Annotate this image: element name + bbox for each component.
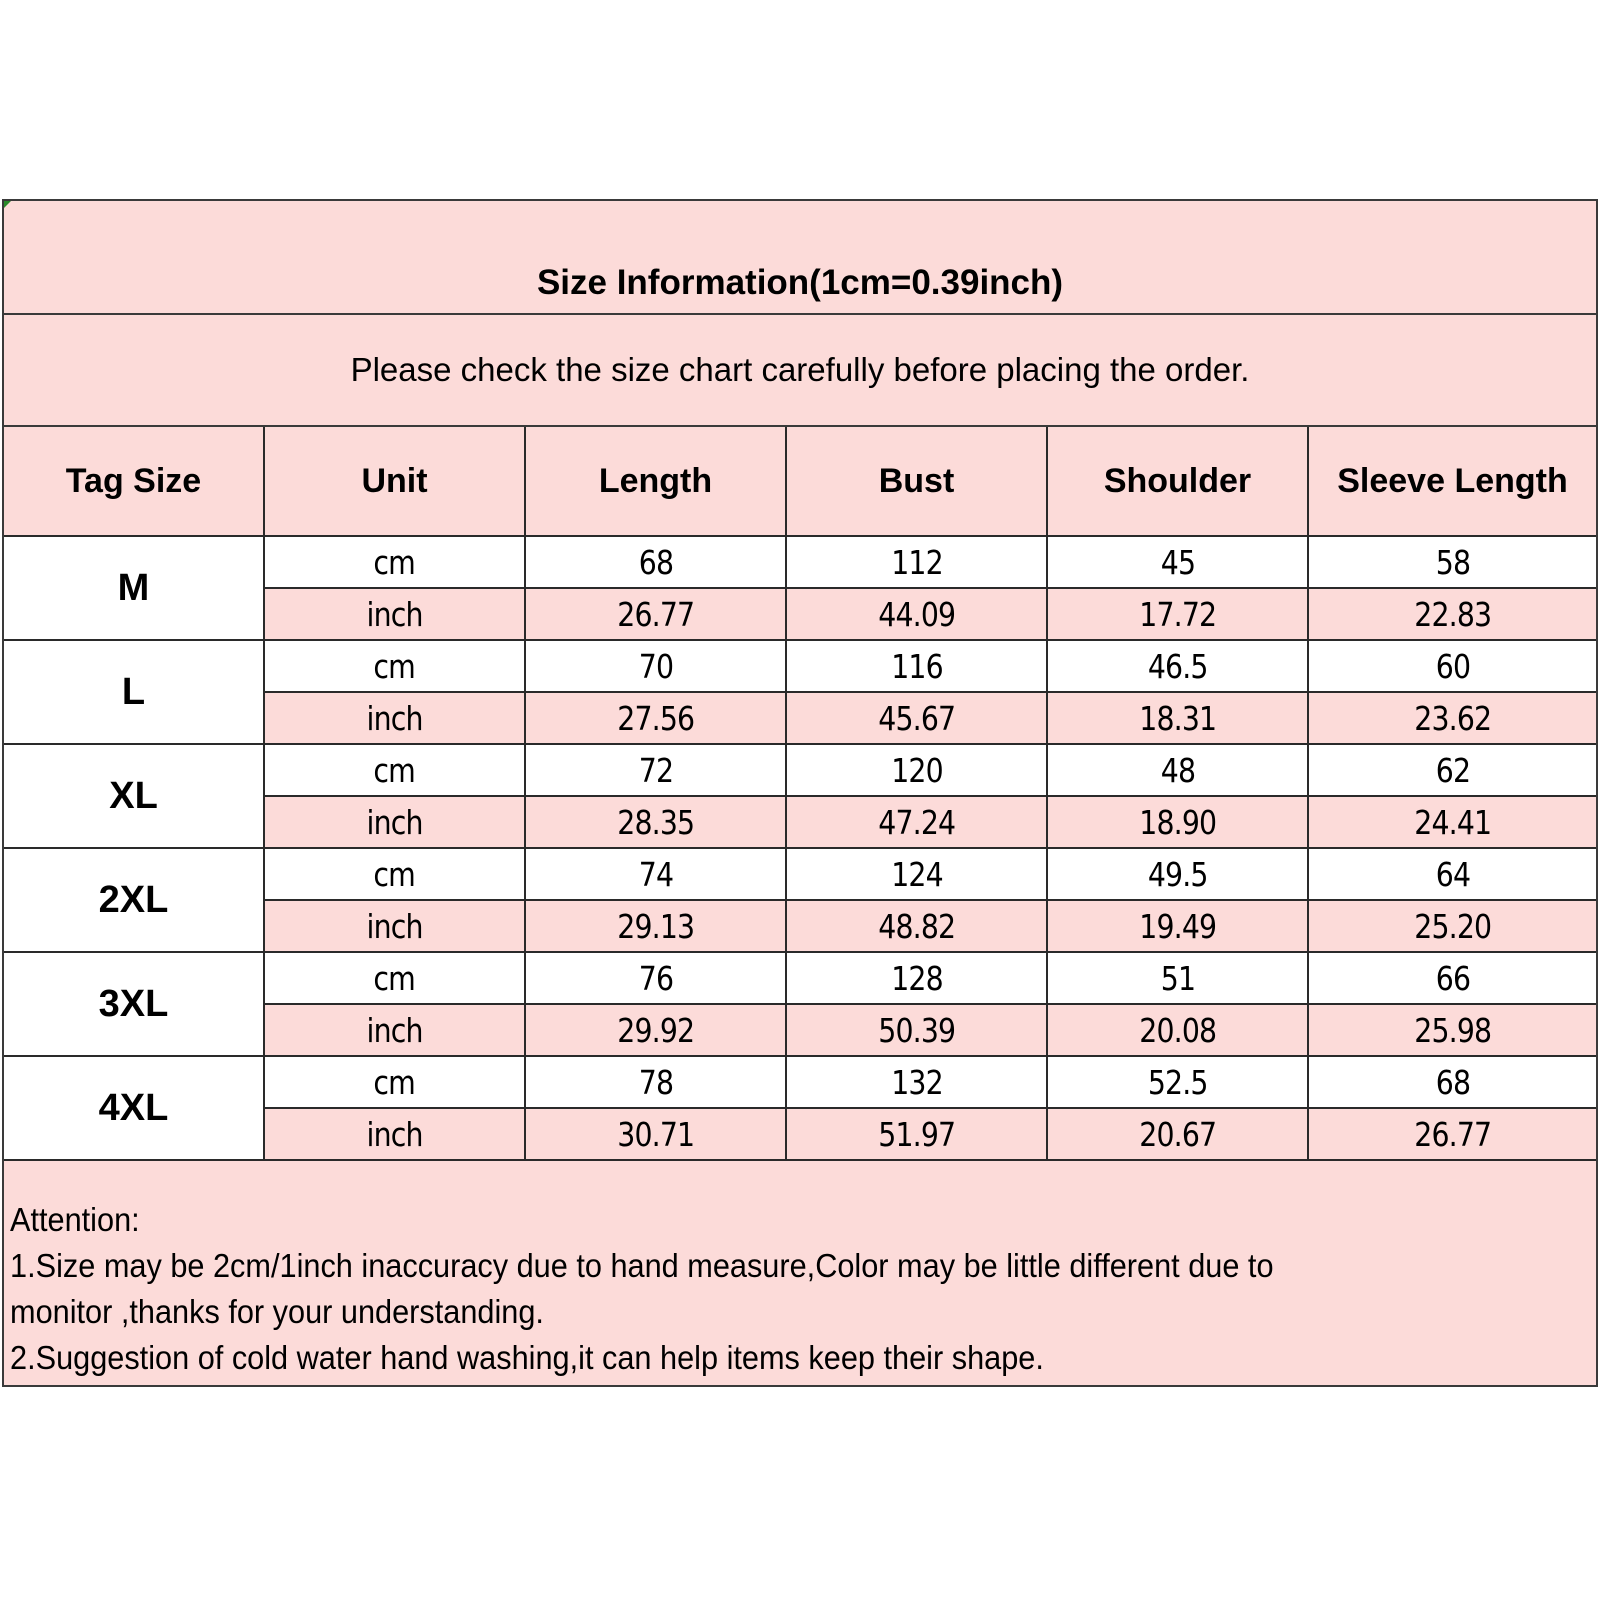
shoulder-value: 51	[1160, 958, 1195, 998]
length-cell	[525, 692, 786, 744]
tag-size-cell: 3XL	[4, 952, 264, 1056]
table-row-L-cm	[4, 640, 1596, 692]
bust-value: 120	[890, 750, 943, 790]
bust-value: 124	[890, 854, 943, 894]
length-value: 29.92	[617, 1010, 694, 1050]
shoulder-cell	[1047, 588, 1308, 640]
shoulder-cell	[1047, 1056, 1308, 1108]
shoulder-value: 17.72	[1139, 594, 1216, 634]
unit-cell	[264, 900, 525, 952]
bust-cell	[786, 588, 1047, 640]
sleeve-cell	[1308, 1004, 1596, 1056]
unit-value: inch	[366, 698, 423, 738]
cell-selection-marker	[4, 201, 11, 208]
shoulder-value: 18.90	[1139, 802, 1216, 842]
shoulder-cell	[1047, 1004, 1308, 1056]
unit-value: cm	[373, 646, 416, 686]
length-cell	[525, 1056, 786, 1108]
shoulder-cell	[1047, 536, 1308, 588]
size-chart	[2, 199, 1598, 1387]
unit-value: cm	[373, 542, 416, 582]
bust-cell	[786, 900, 1047, 952]
bust-cell	[786, 1004, 1047, 1056]
sleeve-value: 66	[1435, 958, 1470, 998]
length-value: 72	[638, 750, 673, 790]
length-value: 74	[638, 854, 673, 894]
bust-cell	[786, 640, 1047, 692]
unit-value: inch	[366, 1010, 423, 1050]
length-value: 30.71	[617, 1114, 694, 1154]
sleeve-value: 25.98	[1414, 1010, 1491, 1050]
bust-value: 128	[890, 958, 943, 998]
table-row-3XL-cm	[4, 952, 1596, 1004]
unit-cell	[264, 1004, 525, 1056]
sleeve-value: 25.20	[1414, 906, 1491, 946]
table-row-M-cm	[4, 536, 1596, 588]
sleeve-cell	[1308, 796, 1596, 848]
bust-cell	[786, 744, 1047, 796]
shoulder-value: 48	[1160, 750, 1195, 790]
table-row-XL-cm	[4, 744, 1596, 796]
unit-cell	[264, 588, 525, 640]
length-cell	[525, 900, 786, 952]
shoulder-cell	[1047, 1108, 1308, 1160]
chart-note: Please check the size chart carefully before placing the order.	[350, 351, 1250, 388]
sleeve-cell	[1308, 692, 1596, 744]
unit-value: inch	[366, 1114, 423, 1154]
bust-value: 48.82	[878, 906, 955, 946]
bust-cell	[786, 1056, 1047, 1108]
attention-line-3: 2.Suggestion of cold water hand washing,it can help items keep their shape.	[10, 1339, 1044, 1376]
unit-value: inch	[366, 906, 423, 946]
length-value: 70	[638, 646, 673, 686]
attention-box	[4, 1161, 1596, 1385]
unit-cell	[264, 744, 525, 796]
length-cell	[525, 1004, 786, 1056]
shoulder-cell	[1047, 900, 1308, 952]
sleeve-cell	[1308, 952, 1596, 1004]
sleeve-value: 68	[1435, 1062, 1470, 1102]
unit-cell	[264, 536, 525, 588]
bust-cell	[786, 796, 1047, 848]
shoulder-cell	[1047, 692, 1308, 744]
header-tag-size: Tag Size	[4, 427, 264, 536]
length-cell	[525, 848, 786, 900]
table-row-2XL-cm	[4, 848, 1596, 900]
shoulder-value: 19.49	[1139, 906, 1216, 946]
title-row	[4, 201, 1596, 315]
bust-cell	[786, 952, 1047, 1004]
length-cell	[525, 952, 786, 1004]
tag-size-cell: M	[4, 536, 264, 640]
bust-value: 45.67	[878, 698, 955, 738]
sleeve-value: 23.62	[1414, 698, 1491, 738]
unit-cell	[264, 796, 525, 848]
chart-title: Size Information(1cm=0.39inch)	[536, 263, 1064, 302]
header-shoulder: Shoulder	[1047, 427, 1308, 536]
length-value: 68	[638, 542, 673, 582]
unit-cell	[264, 1108, 525, 1160]
header-length: Length	[525, 427, 786, 536]
unit-cell	[264, 952, 525, 1004]
table-row-4XL-cm	[4, 1056, 1596, 1108]
sleeve-value: 26.77	[1414, 1114, 1491, 1154]
unit-value: cm	[373, 1062, 416, 1102]
unit-value: inch	[366, 594, 423, 634]
sleeve-cell	[1308, 744, 1596, 796]
sleeve-cell	[1308, 848, 1596, 900]
bust-value: 112	[890, 542, 943, 582]
shoulder-cell	[1047, 848, 1308, 900]
shoulder-cell	[1047, 952, 1308, 1004]
unit-value: inch	[366, 802, 423, 842]
length-value: 28.35	[617, 802, 694, 842]
tag-size-cell: 2XL	[4, 848, 264, 952]
bust-value: 44.09	[878, 594, 955, 634]
bust-value: 47.24	[878, 802, 955, 842]
unit-value: cm	[373, 854, 416, 894]
attention-line-1: 1.Size may be 2cm/1inch inaccuracy due to hand measure,Color may be little different due to	[10, 1247, 1274, 1284]
length-cell	[525, 796, 786, 848]
tag-size-cell: 4XL	[4, 1056, 264, 1160]
sleeve-value: 62	[1435, 750, 1470, 790]
bust-cell	[786, 692, 1047, 744]
attention-line-2: monitor ,thanks for your understanding.	[10, 1293, 544, 1330]
length-cell	[525, 536, 786, 588]
sleeve-cell	[1308, 536, 1596, 588]
shoulder-value: 20.67	[1139, 1114, 1216, 1154]
header-bust: Bust	[786, 427, 1047, 536]
shoulder-value: 20.08	[1139, 1010, 1216, 1050]
header-row	[4, 427, 1596, 536]
length-value: 29.13	[617, 906, 694, 946]
length-value: 76	[638, 958, 673, 998]
shoulder-value: 45	[1160, 542, 1195, 582]
bust-cell	[786, 848, 1047, 900]
bust-value: 132	[890, 1062, 943, 1102]
attention-heading: Attention:	[10, 1201, 140, 1238]
unit-cell	[264, 692, 525, 744]
shoulder-value: 52.5	[1147, 1062, 1208, 1102]
shoulder-value: 46.5	[1147, 646, 1208, 686]
length-cell	[525, 640, 786, 692]
unit-value: cm	[373, 750, 416, 790]
bust-value: 50.39	[878, 1010, 955, 1050]
shoulder-value: 49.5	[1147, 854, 1208, 894]
unit-value: cm	[373, 958, 416, 998]
shoulder-cell	[1047, 640, 1308, 692]
length-cell	[525, 588, 786, 640]
sleeve-cell	[1308, 1108, 1596, 1160]
tag-size-cell: L	[4, 640, 264, 744]
sleeve-cell	[1308, 1056, 1596, 1108]
sleeve-value: 58	[1435, 542, 1470, 582]
size-table	[4, 427, 1596, 1161]
bust-cell	[786, 536, 1047, 588]
header-unit: Unit	[264, 427, 525, 536]
sleeve-value: 24.41	[1414, 802, 1491, 842]
sleeve-cell	[1308, 640, 1596, 692]
shoulder-cell	[1047, 796, 1308, 848]
bust-cell	[786, 1108, 1047, 1160]
shoulder-value: 18.31	[1139, 698, 1216, 738]
sleeve-value: 60	[1435, 646, 1470, 686]
shoulder-cell	[1047, 744, 1308, 796]
length-value: 27.56	[617, 698, 694, 738]
length-value: 26.77	[617, 594, 694, 634]
unit-cell	[264, 640, 525, 692]
sleeve-value: 64	[1435, 854, 1470, 894]
note-row	[4, 315, 1596, 427]
bust-value: 116	[890, 646, 943, 686]
length-value: 78	[638, 1062, 673, 1102]
tag-size-cell: XL	[4, 744, 264, 848]
sleeve-cell	[1308, 900, 1596, 952]
header-sleeve-length: Sleeve Length	[1308, 427, 1596, 536]
sleeve-cell	[1308, 588, 1596, 640]
length-cell	[525, 744, 786, 796]
unit-cell	[264, 1056, 525, 1108]
bust-value: 51.97	[878, 1114, 955, 1154]
length-cell	[525, 1108, 786, 1160]
unit-cell	[264, 848, 525, 900]
sleeve-value: 22.83	[1414, 594, 1491, 634]
